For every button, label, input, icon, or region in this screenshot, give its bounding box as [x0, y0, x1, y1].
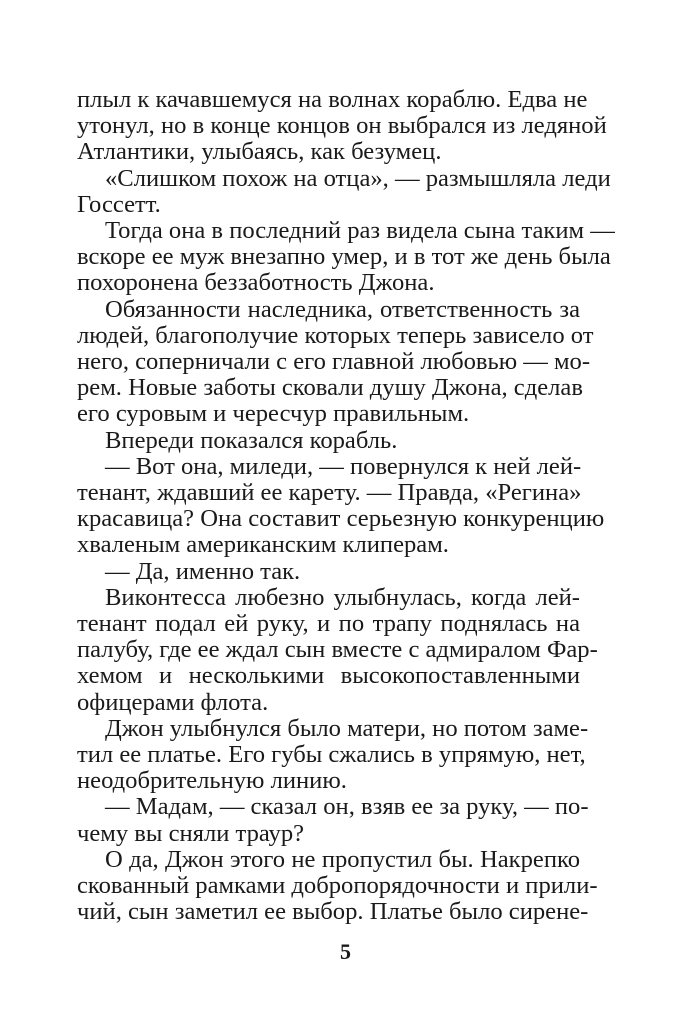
text-line: Атлантики, улыбаясь, как безумец. [77, 138, 442, 165]
text-line: тенант, ждавший ее карету. — Правда, «Регина» [77, 479, 582, 506]
text-line: хваленым американским клиперам. [77, 531, 449, 558]
text-line: скованный рамками добропорядочности и прили- [77, 872, 598, 899]
text-line: людей, благополучие которых теперь зависело от [77, 322, 594, 349]
text-line: утонул, но в конце концов он выбрался из ледяной [77, 112, 607, 139]
text-line: «Слишком похож на отца», — размышляла леди [105, 165, 611, 192]
text-line: рем. Новые заботы сковали душу Джона, сделав [77, 374, 583, 401]
page-number: 5 [340, 939, 351, 964]
text-line: чему вы сняли траур? [77, 820, 305, 847]
text-line: — Мадам, — сказал он, взяв ее за руку, — по- [105, 793, 589, 820]
text-line: офицерами флота. [77, 689, 269, 716]
text-line: Тогда она в последний раз видела сына таким — [105, 217, 615, 244]
text-line: — Да, именно так. [105, 558, 301, 585]
text-line: Виконтесса любезно улыбнулась, когда лей- [105, 584, 580, 611]
text-line: него, соперничали с его главной любовью — мо- [77, 348, 591, 375]
text-line: вскоре ее муж внезапно умер, и в тот же день была [77, 243, 611, 270]
text-line: красавица? Она составит серьезную конкуренцию [77, 505, 605, 532]
text-line: — Вот она, миледи, — повернулся к ней лей- [105, 453, 582, 480]
text-line: Госсетт. [77, 191, 161, 218]
text-line: палубу, где ее ждал сын вместе с адмиралом Фар- [77, 636, 598, 663]
text-line: Обязанности наследника, ответственность за [105, 296, 580, 323]
text-line: О да, Джон этого не пропустил бы. Накрепко [105, 846, 580, 873]
text-line: его суровым и чересчур правильным. [77, 400, 470, 427]
text-line: тенант подал ей руку, и по трапу поднялась на [77, 610, 580, 637]
text-line: хемом и несколькими высокопоставленными [77, 662, 580, 689]
text-line: чий, сын заметил ее выбор. Платье было сирене- [77, 898, 589, 925]
text-line: плыл к качавшемуся на волнах кораблю. Едва не [77, 86, 588, 113]
text-line: тил ее платье. Его губы сжались в упрямую, нет, [77, 741, 586, 768]
text-line: Джон улыбнулся было матери, но потом заме- [105, 715, 589, 742]
text-line: похоронена беззаботность Джона. [77, 269, 435, 296]
text-line: Впереди показался корабль. [105, 427, 398, 454]
text-line: неодобрительную линию. [77, 767, 347, 794]
